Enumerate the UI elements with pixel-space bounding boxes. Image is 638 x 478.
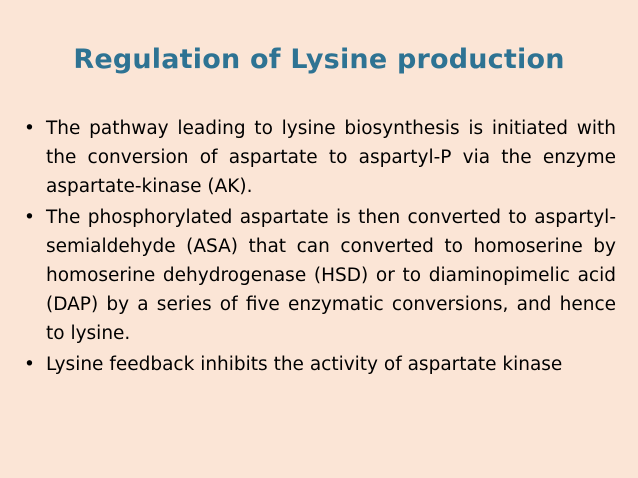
- bullet-text: The pathway leading to lysine biosynthesis is initiated with the conversion of aspartate to aspartyl-P via the enzyme aspartate-kinase (AK).: [46, 118, 616, 197]
- bullet-icon: •: [24, 354, 35, 375]
- bullet-list: [24, 114, 616, 381]
- bullet-icon: •: [24, 207, 35, 228]
- bullet-item: [24, 350, 616, 379]
- bullet-icon: •: [24, 118, 35, 139]
- bullet-text: The phosphorylated aspartate is then converted to aspartyl-semialdehyde (ASA) that can converted to homoserine by homoserine dehydrogenase (HSD) or to diaminopimelic acid (DAP) by a series of five enzymatic conversions, and hence to lysine.: [46, 207, 616, 344]
- slide-title: Regulation of Lysine production: [73, 44, 565, 75]
- bullet-item: [24, 203, 616, 348]
- bullet-text: Lysine feedback inhibits the activity of aspartate kinase: [46, 354, 563, 375]
- bullet-item: [24, 114, 616, 201]
